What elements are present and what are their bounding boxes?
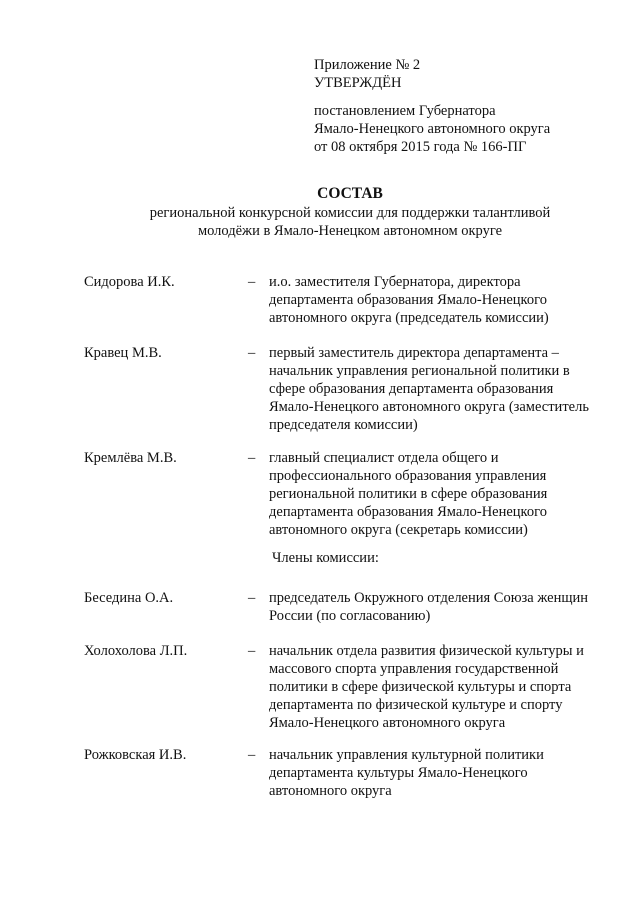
role-line: департамента культуры Ямало-Ненецкого <box>269 765 528 781</box>
role-line: автономного округа (председатель комиссии) <box>269 310 549 326</box>
role-line: начальник управления культурной политики <box>269 747 544 763</box>
document-title: СОСТАВ <box>317 185 383 202</box>
member-name: Кремлёва М.В. <box>84 450 177 466</box>
member-name: Сидорова И.К. <box>84 274 175 290</box>
role-line: России (по согласованию) <box>269 608 431 624</box>
dash: – <box>248 345 256 361</box>
role-line: массового спорта управления государственной <box>269 661 559 677</box>
member-name: Беседина О.А. <box>84 590 174 606</box>
role-line: Ямало-Ненецкого автономного округа <box>269 715 506 731</box>
document-subtitle-line-2: молодёжи в Ямало-Ненецком автономном округе <box>197 223 503 239</box>
appendix-block <box>314 56 624 156</box>
member-name: Кравец М.В. <box>84 345 162 361</box>
members-heading: Члены комиссии: <box>272 550 379 566</box>
dash: – <box>248 643 256 659</box>
role-line: департамента образования Ямало-Ненецкого <box>269 504 547 520</box>
dash: – <box>248 747 256 763</box>
member-name: Холохолова Л.П. <box>84 643 188 659</box>
decree-line-1: постановлением Губернатора <box>314 103 496 119</box>
member-role <box>269 273 609 327</box>
role-line: председателя комиссии) <box>269 417 418 433</box>
role-line: политики в сфере физической культуры и спорта <box>269 679 572 695</box>
role-line: председатель Окружного отделения Союза женщин <box>269 590 589 606</box>
document-heading <box>80 184 620 240</box>
approved-label: УТВЕРЖДЁН <box>314 75 402 91</box>
role-line: департамента образования Ямало-Ненецкого <box>269 292 547 308</box>
role-line: начальник управления региональной политики в <box>269 363 570 379</box>
member-role <box>269 589 609 625</box>
dash: – <box>248 450 256 466</box>
appendix-number: Приложение № 2 <box>314 57 421 73</box>
spacer <box>314 92 624 102</box>
role-line: департамента по физической культуре и спорту <box>269 697 563 713</box>
role-line: и.о. заместителя Губернатора, директора <box>269 274 521 290</box>
role-line: главный специалист отдела общего и <box>269 450 499 466</box>
role-line: начальник отдела развития физической культуры и <box>269 643 584 659</box>
member-role <box>269 642 609 732</box>
member-role <box>269 746 609 800</box>
role-line: сфере образования департамента образования <box>269 381 554 397</box>
member-name: Рожковская И.В. <box>84 747 187 763</box>
decree-line-3: от 08 октября 2015 года № 166-ПГ <box>314 139 527 155</box>
decree-line-2: Ямало-Ненецкого автономного округа <box>314 121 551 137</box>
document-subtitle-line-1: региональной конкурсной комиссии для поддержки талантливой <box>149 205 551 221</box>
role-line: Ямало-Ненецкого автономного округа (заместитель <box>269 399 589 415</box>
role-line: региональной политики в сфере образования <box>269 486 548 502</box>
role-line: автономного округа (секретарь комиссии) <box>269 522 528 538</box>
dash: – <box>248 590 256 606</box>
role-line: профессионального образования управления <box>269 468 547 484</box>
member-role <box>269 344 609 434</box>
dash: – <box>248 274 256 290</box>
role-line: автономного округа <box>269 783 392 799</box>
member-role <box>269 449 609 539</box>
role-line: первый заместитель директора департамента – <box>269 345 559 361</box>
